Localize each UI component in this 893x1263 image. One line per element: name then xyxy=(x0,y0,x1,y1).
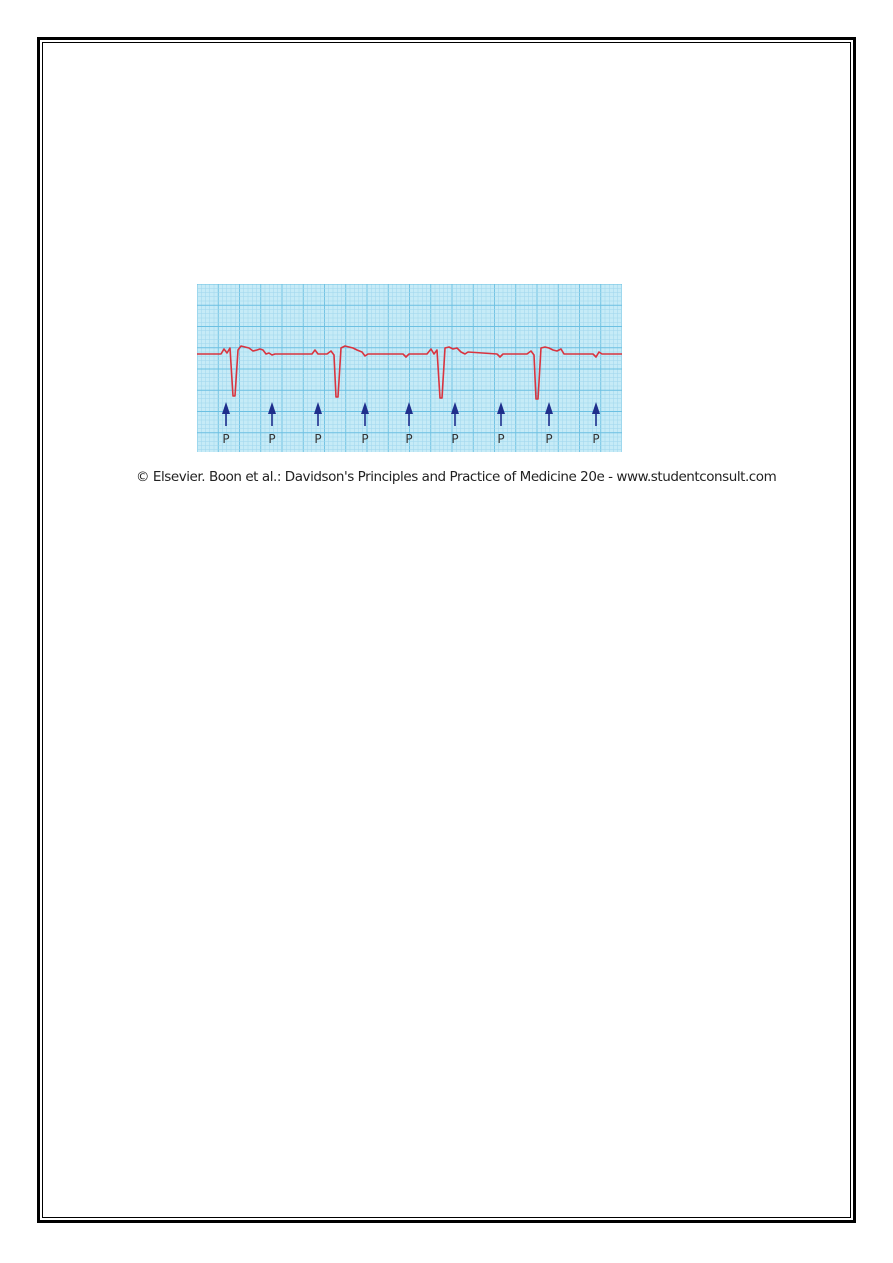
p-wave-label: P xyxy=(222,432,230,446)
ecg-grid xyxy=(197,284,622,452)
p-wave-label: P xyxy=(545,432,553,446)
ecg-figure xyxy=(197,284,622,452)
p-wave-label: P xyxy=(361,432,369,446)
figure-caption: © Elsevier. Boon et al.: Davidson's Principles and Practice of Medicine 20e - www.studentconsult.com xyxy=(136,469,777,485)
p-wave-label: P xyxy=(268,432,276,446)
p-wave-label: P xyxy=(451,432,459,446)
ecg-strip-svg xyxy=(197,284,622,452)
p-wave-label: P xyxy=(405,432,413,446)
page-border-inner xyxy=(42,42,851,1218)
p-wave-label: P xyxy=(314,432,322,446)
p-wave-label: P xyxy=(592,432,600,446)
p-wave-label: P xyxy=(497,432,505,446)
page-border xyxy=(37,37,856,1223)
